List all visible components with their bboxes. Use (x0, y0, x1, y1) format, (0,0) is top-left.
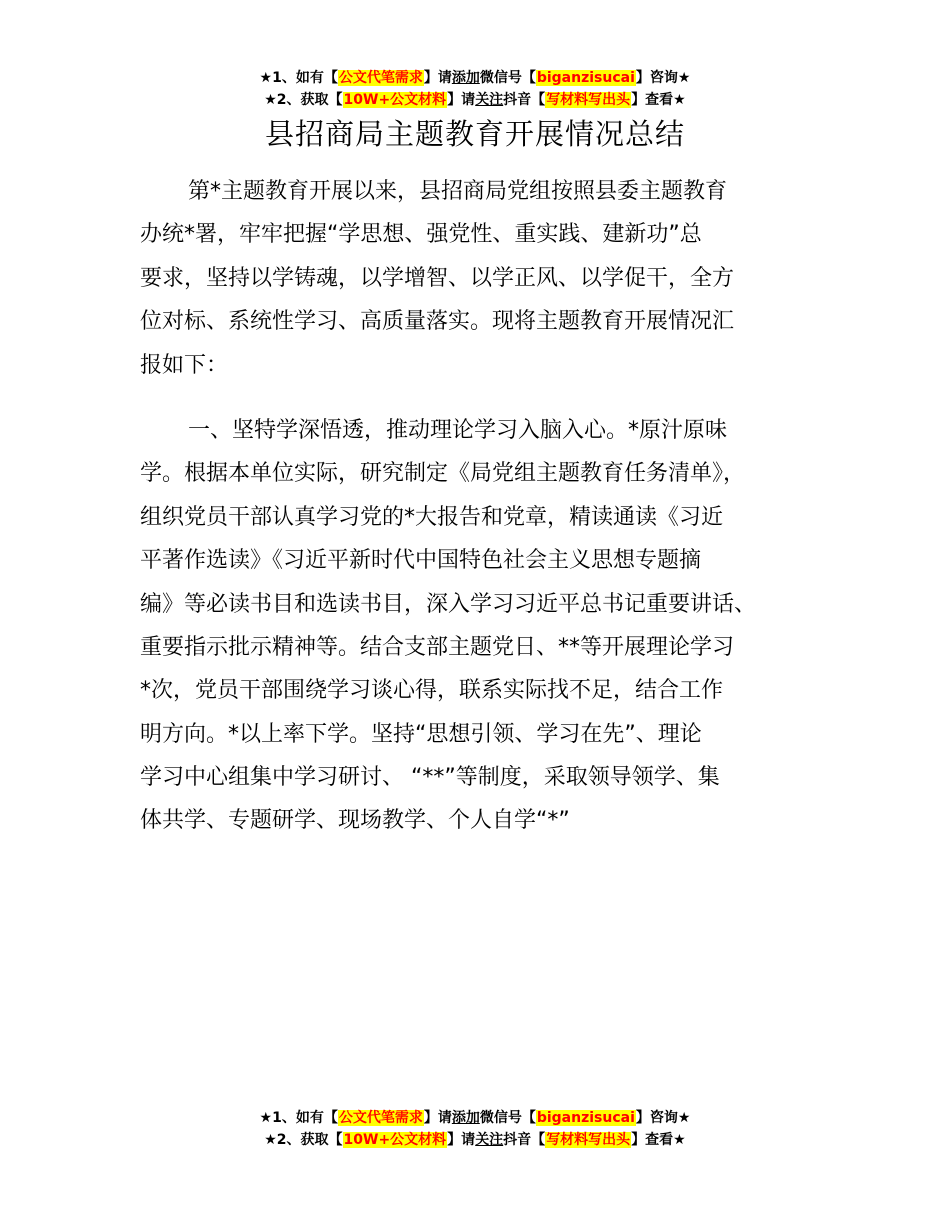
banner-highlight: 公文代笔需求 (338, 1110, 423, 1126)
banner-line-1 (0, 67, 950, 89)
text-line: 明方向。*以上率下学。坚持“思想引领、学习在先”、理论 (140, 721, 702, 747)
text-line: 办统*署，牢牢把握“学思想、强党性、重实践、建新功”总 (140, 222, 702, 248)
banner-highlight: 写材料写出头 (546, 1132, 631, 1148)
banner-text: ★1、如有【 (259, 1110, 338, 1126)
banner-text: 】查看★ (631, 1132, 686, 1148)
banner-text: 】请 (447, 1132, 476, 1148)
text-line: 报如下： (140, 352, 229, 378)
footer-banner (0, 1107, 950, 1151)
banner-underline: 关注 (475, 1132, 504, 1148)
text-line: 编》等必读书目和选读书目，深入学习习近平总书记重要讲话、 (140, 591, 757, 617)
banner-highlight: 10W+公文材料 (343, 1132, 447, 1148)
banner-text: 】查看★ (631, 92, 686, 108)
banner-text: 抖音【 (503, 92, 546, 108)
text-line: 组织党员干部认真学习党的*大报告和党章，精读通读《习近 (140, 504, 724, 530)
banner-text: 微信号【 (479, 1110, 536, 1126)
paragraph-intro (140, 170, 814, 387)
banner-text: 抖音【 (503, 1132, 546, 1148)
text-line: 重要指示批示精神等。结合支部主题党日、**等开展理论学习 (140, 634, 735, 660)
text-line: 体共学、专题研学、现场教学、个人自学“*” (140, 808, 570, 834)
text-line: 平著作选读》《习近平新时代中国特色社会主义思想专题摘 (140, 548, 702, 574)
banner-underline: 关注 (475, 92, 504, 108)
banner-highlight: 10W+公文材料 (343, 92, 447, 108)
text-line: 学。根据本单位实际，研究制定《局党组主题教育任务清单》， (140, 461, 746, 487)
banner-text: 】咨询★ (635, 1110, 691, 1126)
banner-underline: 添加 (451, 70, 480, 86)
text-line: *次，党员干部围绕学习谈心得，联系实际找不足，结合工作 (140, 678, 724, 704)
banner-underline: 添加 (451, 1110, 480, 1126)
banner-text: 】咨询★ (635, 70, 691, 86)
text-line: 要求，坚持以学铸魂，以学增智、以学正风、以学促干，全方 (140, 265, 735, 291)
banner-text: ★1、如有【 (259, 70, 338, 86)
banner-line-1 (0, 1107, 950, 1129)
text-line: 第*主题教育开展以来，县招商局党组按照县委主题教育 (188, 179, 728, 204)
banner-text: ★2、获取【 (264, 92, 343, 108)
banner-text: 微信号【 (479, 70, 536, 86)
banner-text: ★2、获取【 (264, 1132, 343, 1148)
banner-highlight: 写材料写出头 (546, 92, 631, 108)
banner-line-2 (0, 1129, 950, 1151)
banner-text: 】请 (423, 70, 452, 86)
document-title: 县招商局主题教育开展情况总结 (264, 117, 685, 151)
banner-highlight: biganzisucai (536, 70, 635, 86)
banner-highlight: 公文代笔需求 (338, 70, 423, 86)
text-line: 位对标、系统性学习、高质量落实。现将主题教育开展情况汇 (140, 309, 735, 335)
banner-text: 】请 (447, 92, 476, 108)
text-line: 学习中心组集中学习研讨、 “**”等制度，采取领导领学、集 (140, 765, 720, 791)
banner-highlight: biganzisucai (536, 1110, 635, 1126)
document-body (140, 170, 814, 865)
paragraph-section-1 (140, 409, 814, 843)
text-line: 一、坚特学深悟透，推动理论学习入脑入心。*原汁原味 (188, 417, 728, 443)
banner-line-2 (0, 89, 950, 111)
banner-text: 】请 (423, 1110, 452, 1126)
header-banner (0, 67, 950, 111)
